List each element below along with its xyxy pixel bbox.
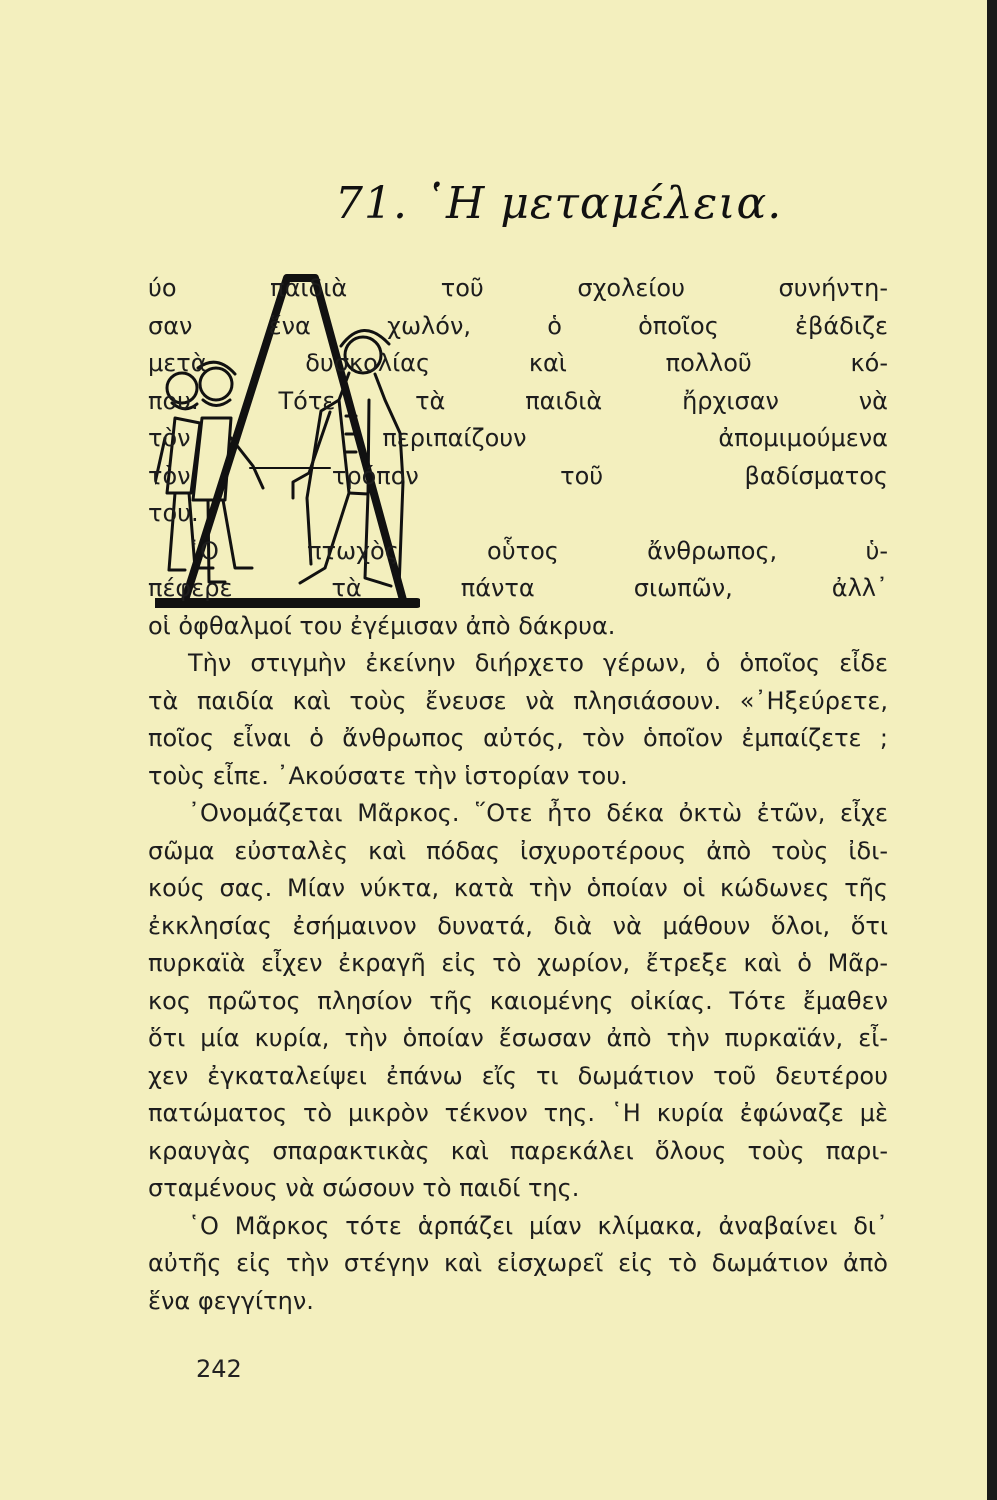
text-line: ἕνα φεγγίτην. xyxy=(148,1286,314,1315)
text-line: του. xyxy=(148,499,199,527)
text-line: ᾿Ονομάζεται Μᾶρκος. ῞Οτε ἦτο δέκα ὀκτὼ ἐτῶν, εἶχε xyxy=(188,799,888,827)
text-line: ἐκκλησίας ἐσήμαινον δυνατά, διὰ νὰ μάθουν ὅλοι, ὅτι xyxy=(148,911,888,940)
text-line: χεν ἐγκαταλείψει ἐπάνω εἴς τι δωμάτιον τοῦ δευτέρου xyxy=(148,1061,888,1090)
text-line: οἱ ὀφθαλμοί του ἐγέμισαν ἀπὸ δάκρυα. xyxy=(148,611,616,640)
text-line: πέφερε τὰ πάντα σιωπῶν, ἀλλ᾽ xyxy=(148,574,888,602)
page-number: 242 xyxy=(196,1355,242,1383)
text-line: ποῖος εἶναι ὁ ἄνθρωπος αὐτός, τὸν ὁποῖον ἐμπαίζετε ; xyxy=(148,724,888,752)
text-line: τοὺς εἶπε. ᾿Ακούσατε τὴν ἱστορίαν του. xyxy=(148,761,628,790)
page-text xyxy=(148,270,888,1320)
text-line: αὐτῆς εἰς τὴν στέγην καὶ εἰσχωρεῖ εἰς τὸ δωμάτιον ἀπὸ xyxy=(148,1249,888,1277)
text-line: σῶμα εὐσταλὲς καὶ πόδας ἰσχυροτέρους ἀπὸ τοὺς ἰδι- xyxy=(148,836,888,865)
text-line: κούς σας. Μίαν νύκτα, κατὰ τὴν ὁποίαν οἱ κώδωνες τῆς xyxy=(148,874,888,902)
text-line: ῾Ο Μᾶρκος τότε ἁρπάζει μίαν κλίμακα, ἀναβαίνει δι᾽ xyxy=(188,1211,888,1240)
text-line: ὅτι μία κυρία, τὴν ὁποίαν ἔσωσαν ἀπὸ τὴν πυρκαϊάν, εἶ- xyxy=(148,1024,888,1052)
text-line: σταμένους νὰ σώσουν τὸ παιδί της. xyxy=(148,1174,580,1202)
chapter-title: 71. ῾Η μεταμέλεια. xyxy=(335,178,783,229)
text-line: σαν ἕνα χωλόν, ὁ ὁποῖος ἐβάδιζε xyxy=(148,311,888,340)
text-line: πατώματος τὸ μικρὸν τέκνον της. ῾Η κυρία ἐφώναζε μὲ xyxy=(148,1099,888,1127)
text-line: ύο παιδιὰ τοῦ σχολείου συνήντη- xyxy=(148,274,888,302)
text-line: πυρκαϊὰ εἶχεν ἐκραγῆ εἰς τὸ χωρίον, ἔτρεξε καὶ ὁ Μᾶρ- xyxy=(148,949,888,977)
text-line: μετὰ δυσκολίας καὶ πολλοῦ κό- xyxy=(148,349,888,377)
text-line: Τὴν στιγμὴν ἐκείνην διήρχετο γέρων, ὁ ὁποῖος εἶδε xyxy=(188,649,888,677)
text-line: κραυγὰς σπαρακτικὰς καὶ παρεκάλει ὅλους τοὺς παρι- xyxy=(148,1136,888,1165)
text-line: τὸν περιπαίζουν ἀπομιμούμενα xyxy=(148,424,888,452)
text-line: τὸν τρόπον τοῦ βαδίσματος xyxy=(148,461,888,490)
text-line: κος πρῶτος πλησίον τῆς καιομένης οἰκίας. Τότε ἔμαθεν xyxy=(148,986,888,1015)
page-edge-shadow xyxy=(987,0,997,1500)
text-line: τὰ παιδία καὶ τοὺς ἔνευσε νὰ πλησιάσουν. «᾿Ηξεύρετε, xyxy=(148,686,888,715)
text-line: που. Τότε τὰ παιδιὰ ἤρχισαν νὰ xyxy=(148,386,888,415)
text-line: ῾Ο πτωχὸς οὗτος ἄνθρωπος, ὑ- xyxy=(188,536,888,565)
